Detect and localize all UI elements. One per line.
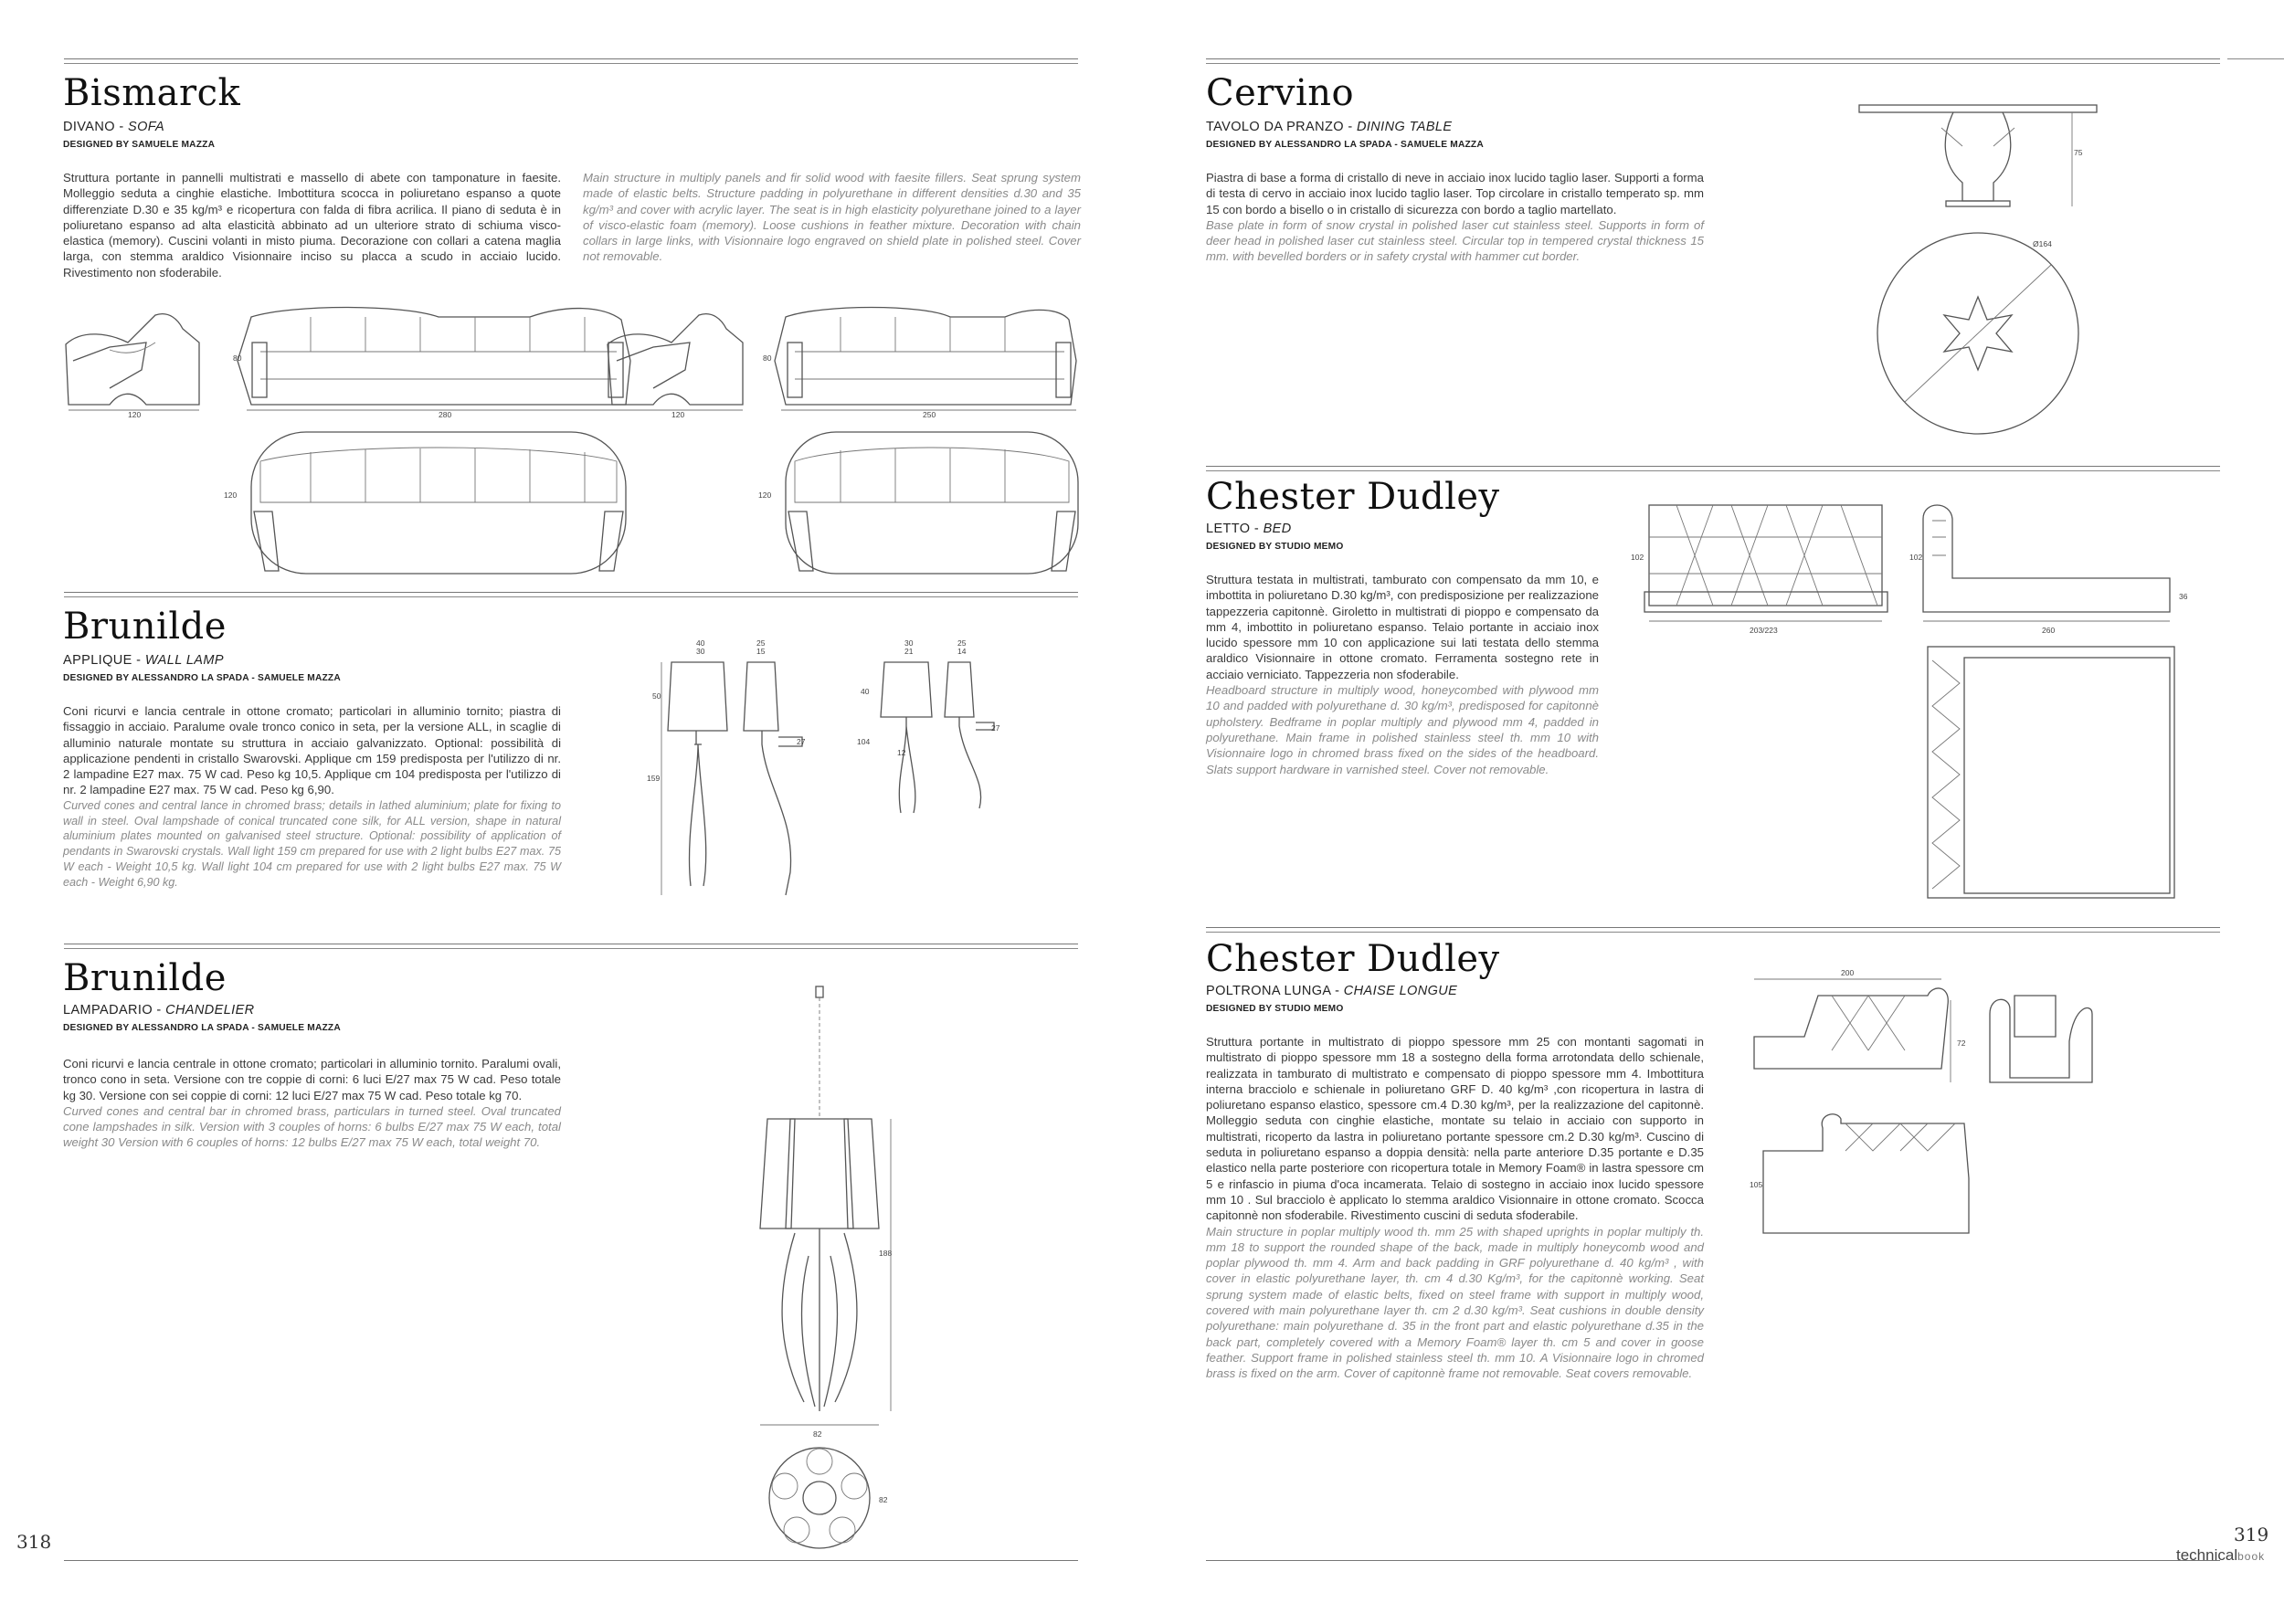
svg-text:159: 159 [647,774,661,783]
svg-text:21: 21 [904,647,914,656]
brunilde-chandelier-title: Brunilde [63,957,227,999]
svg-text:Ø164: Ø164 [2033,239,2052,248]
cervino-designer: DESIGNED BY ALESSANDRO LA SPADA - SAMUELE MAZZA [1206,140,1484,150]
svg-text:203/223: 203/223 [1750,626,1778,635]
brunilde-lamp-designer: DESIGNED BY ALESSANDRO LA SPADA - SAMUELE MAZZA [63,673,341,683]
cervino-type: TAVOLO DA PRANZO - DINING TABLE [1206,120,1453,134]
bismarck-text-it: Struttura portante in pannelli multistrati e massello di abete con tamponature in faesite. Molleggio seduta a cinghie elastiche. Imbottitura scocca in poliuretano espanso a quote differenziate D.30 e 35 kg/m³ e ricopertura con falda di fibra acrilica. Il piano di seduta è in poliuretano espanso ad alta elasticità abbinato ad un ulteriore strato di schiuma visco-elastica (memory). Cuscini volanti in misto piuma. Decorazione con collari a catena maglia larga, con stemma araldico Visionnaire inciso su placca a scudo in acciaio lucido. Rivestimento non sfoderabile. [63,171,561,279]
bismarck-designer: DESIGNED BY SAMUELE MAZZA [63,140,216,150]
sofa-front-view-b [775,308,1076,406]
svg-text:30: 30 [696,647,705,656]
bismarck-type: DIVANO - SOFA [63,120,165,134]
svg-text:102: 102 [1909,553,1923,562]
chester-bed-type: LETTO - BED [1206,522,1292,536]
chester-bed-designer: DESIGNED BY STUDIO MEMO [1206,542,1344,552]
svg-text:14: 14 [957,647,967,656]
brunilde-chandelier-type: LAMPADARIO - CHANDELIER [63,1003,255,1018]
cervino-text-it: Piastra di base a forma di cristallo di neve in acciaio inox lucido taglio laser. Supporti a forma di testa di cervo in acciaio inox lucido taglio laser. Top circolare in cristallo temperato sp. mm 15 con bordo a bisello o in cristallo di sicurezza con bordo a taglio martellato. Base plate in form of snow crystal in polished laser cut stainless steel. Supports in form of deer head in polished laser cut stainless steel. Circular top in tempered crystal thickness 15 mm. with bevelled borders or in safety crystal with hammer cut border. [1206,171,1704,264]
sofa-front-view-a [238,308,630,406]
chester-chaise-designer: DESIGNED BY STUDIO MEMO [1206,1004,1344,1014]
svg-text:30: 30 [904,638,914,648]
chester-chaise-text-en: Main structure in poplar multiply wood th. mm 25 with shaped uprights in poplar multiply th. mm 18 to support the rounded shape of the back, made in multiply honeycomb wood and poplar plywood th. mm 4. Arm and back padding in GRF polyurethane d. 40 kg/m³ , with cover in elastic polyurethane layer, th. cm 4 d.30 Kg/m³, for the capitonnè working. Seat sprung system made of elastic belts, fixed on steel frame with support in multiply wood, covered with main polyurethane layer th. cm 2 d.30 kg/m³. Seat cushions in double density polyurethane: main polyurethane d. 35 in the front part and elastic polyurethane d.35 in the back part, completely covered with a Memory Foam® layer th. cm 5 and cover in goose feather. Support frame in polished stainless steel th. mm 10. A Visionnaire logo in chromed brass is fixed on the arm. Cover of capitonnè frame not removable. Seat covers removable. [1206,1224,1704,1381]
svg-text:27: 27 [991,723,1000,733]
chester-chaise-type: POLTRONA LUNGA - CHAISE LONGUE [1206,984,1458,998]
svg-text:36: 36 [2179,592,2188,601]
brunilde-chandelier-drawing [740,982,904,1557]
svg-text:27: 27 [797,737,806,746]
svg-text:82: 82 [813,1429,822,1439]
svg-text:102: 102 [1631,553,1644,562]
chester-chaise-title: Chester Dudley [1206,938,1500,980]
chester-bed-text-it: Struttura testata in multistrati, tamburato con compensato da mm 10, e imbottita in poliuretano D.30 kg/m³, con predisposizione per realizzazione tappezzeria capitonnè. Giroletto in multistrati di pioppo e compensato da mm 4, imbottito in poliuretano espanso. Telaio portante in acciaio inox lucido spessore mm 10 con applicazione sui lati testata dello stemma araldico Visionnaire in ottone cromato. Ferramenta sostegno rete in acciaio verniciato. Tappezzeria non sfoderabile. Headboard structure in multiply wood, honeycombed with plywood mm 10 and padded with polyurethane d. 30 kg/m³, predisposed for capitonnè upholstery. Bedframe in poplar multiply and plywood mm 4, padded in polyurethane. Main frame in polished stainless steel th. mm 10 with Visionnaire logo in chromed brass fixed on the sides of the headboard. Slats support hardware in varnished steel. Cover not removable. [1206,573,1599,776]
chester-bed-drawing [1622,501,2252,902]
svg-text:200: 200 [1841,968,1855,977]
chandelier-plan-view [769,1448,870,1548]
technical-book-brand: technicalbook [2176,1546,2266,1564]
brunilde-chandelier-designer: DESIGNED BY ALESSANDRO LA SPADA - SAMUELE MAZZA [63,1023,341,1033]
sofa-side-view-a [66,314,199,405]
bismarck-dim-width-b: 250 [923,410,936,419]
chester-bed-title: Chester Dudley [1206,476,1500,518]
svg-text:50: 50 [652,691,661,701]
svg-text:104: 104 [857,737,871,746]
bismarck-dim-height-b: 80 [763,353,772,363]
brunilde-chandelier-text-it: Coni ricurvi e lancia centrale in ottone cromato; particolari in alluminio tornito. Paralumi ovali, tronco cono in seta. Versione con tre coppie di corni: 6 luci E/27 max 75 W cad. Peso totale kg 30. Versione con sei coppie di corni: 12 luci E/27 max 75 W cad. Peso totale kg 70. Curved cones and central bar in chromed brass, particulars in turned steel. Oval truncated cone lampshades in silk. Version with 3 couples of horns: 6 bulbs E/27 max 75 W each, total weight 30 Version with 6 couples of horns: 12 bulbs E/27 max 75 W each, total weight 70. [63,1057,561,1150]
svg-text:12: 12 [897,748,906,757]
brunilde-lamp-type: APPLIQUE - WALL LAMP [63,653,224,668]
svg-text:75: 75 [2074,148,2083,157]
cervino-drawing [1855,100,2110,438]
svg-text:25: 25 [957,638,967,648]
cervino-text-en: Base plate in form of snow crystal in polished laser cut stainless steel. Supports in form of deer head in polished laser cut stainless steel. Circular top in tempered crystal thickness 15 mm. with bevelled borders or in safety crystal with hammer cut border. [1206,217,1704,264]
bismarck-drawings [55,306,1087,580]
svg-text:40: 40 [861,687,870,696]
chester-chaise-drawing [1745,968,2238,1279]
sofa-plan-view-a [251,432,626,574]
svg-text:105: 105 [1750,1180,1763,1189]
bismarck-dim-height-a: 80 [233,353,242,363]
bismarck-title: Bismarck [63,72,241,114]
svg-text:40: 40 [696,638,705,648]
brunilde-lamp-title: Brunilde [63,606,227,648]
svg-text:72: 72 [1957,1039,1966,1048]
page-number-right: 319 [2234,1524,2269,1545]
bismarck-text-en: Main structure in multiply panels and fir solid wood with faesite fillers. Seat sprung system made of elastic belts. Structure padding in polyurethane in different densities d.30 and 35 kg/m³ and cover with acrylic layer. The seat is in high elasticity polyurethane joined to a layer of visco-elastic foam (memory). Loose cushions in feather mixture. Decoration with chain collars in large links, with Visionnaire logo engraved on shield plate in polished steel. Cover not removable. [583,171,1081,264]
bismarck-dim-depth-b: 120 [671,410,685,419]
bismarck-dim-width-a: 280 [439,410,452,419]
bismarck-dim-depth-a: 120 [128,410,142,419]
brunilde-lamp-text-it: Coni ricurvi e lancia centrale in ottone cromato; particolari in alluminio tornito; piastra di fissaggio in acciaio. Paralume ovale tronco conico in seta, per la versione ALL, in scaglie di alluminio naturale montate su struttura in acciaio galvanizzato. Optional: possibilità di applicazione pendenti in cristallo Swarovski. Applique cm 159 predisposta per l'utilizzo di nr. 2 lampadine E27 max. 75 W cad. Peso kg 10,5. Applique cm 104 predisposta per l'utilizzo di nr. 2 lampadine E27 max. 75 W cad. Peso kg 6,90. Curved cones and central lance in chromed brass; details in lathed aluminium; plate for fixing to wall in steel. Oval lampshade of conical truncated cone silk, for ALL version, shape in natural aluminium plates mounted on galvanised steel structure. Optional: possibility of application of pendants in Swarovski crystals. Wall light 159 cm prepared for use with 2 light bulbs E27 max. 75 W each - Weight 10,5 kg. Wall light 104 cm prepared for use with 2 light bulbs E27 max. 75 W each - Weight 6,90 kg. [63,704,561,889]
cervino-title: Cervino [1206,72,1355,114]
svg-text:188: 188 [879,1249,893,1258]
chester-chaise-text-it: Struttura portante in multistrato di pioppo spessore mm 25 con montanti sagomati in multistrato di pioppo spessore mm 18 a sostegno della forma arrotondata dello schienale, realizzata in tamburato di multistrato e compensato di pioppo spessore mm 4. Imbottitura interna bracciolo e schienale in poliuretano GRF D. 40 kg/m³ ,con ricopertura in lastra di poliuretano espanso elastico, spessore cm.4 D.30 kg/m³, per la realizzazione del capitonnè. Molleggio seduta con cinghie elastiche, montate su telaio in acciaio con supporto in multistrati, ricoperto da lastra in poliuretano portante spessore cm.2 D.30 kg/m³. Cuscino di seduta in poliuretano espanso a doppia densità: nella parte anteriore D.35 portante e D.35 elastico nella parte posteriore con ricopertura totale in Memory Foam® in lastra spessore cm 5 e rinfascio in piuma d'oca incamerata. Telaio di sostegno in acciaio inox lucido spessore mm 10 . Sul bracciolo è applicato lo stemma araldico Visionnaire in ottone cromato. Scocca capitonnè non sfoderabile. Rivestimento cuscini di seduta sfoderabile. Main structure in poplar multiply wood th. mm 25 with shaped uprights in poplar multiply th. mm 18 to support the rounded shape of the back, made in multiply honeycomb wood and poplar plywood th. mm 4. Arm and back padding in GRF polyurethane d. 40 kg/m³ , with cover in elastic polyurethane layer, th. cm 4 d.30 Kg/m³, for the capitonnè working. Seat sprung system made of elastic belts, fixed on steel frame with support in multiply wood, covered with main polyurethane layer th. cm 2 d.30 kg/m³. Seat cushions in double density polyurethane: main polyurethane d. 35 in the front part and elastic polyurethane d.35 in the back part, completely covered with a Memory Foam® layer th. cm 5 and cover in goose feather. Support frame in polished stainless steel th. mm 10. A Visionnaire logo in chromed brass is fixed on the arm. Cover of capitonnè frame not removable. Seat covers removable. [1206,1035,1704,1381]
page-number-left: 318 [16,1531,52,1553]
sofa-plan-view-b [786,432,1078,574]
brunilde-lamp-text-en: Curved cones and central lance in chromed brass; details in lathed aluminium; plate for fixing to wall in steel. Oval lampshade of conical truncated cone silk, for ALL version, shape in natural aluminium plates mounted on galvanised steel structure. Optional: possibility of application of pendants in Swarovski crystals. Wall light 159 cm prepared for use with 2 light bulbs E27 max. 75 W each - Weight 10,5 kg. Wall light 104 cm prepared for use with 2 light bulbs E27 max. 75 W each - Weight 6,90 kg. [63,798,561,889]
brunilde-chandelier-text-en: Curved cones and central bar in chromed brass, particulars in turned steel. Oval truncated cone lampshades in silk. Version with 3 couples of horns: 6 bulbs E/27 max 75 W each, total weight 30 Version with 6 couples of horns: 12 bulbs E/27 max 75 W each, total weight 70. [63,1103,561,1150]
brunilde-wall-lamp-drawing [640,635,1023,900]
bismarck-dim-plan-a: 120 [224,490,238,500]
chester-bed-text-en: Headboard structure in multiply wood, honeycombed with plywood mm 10 and padded with polyurethane d. 30 kg/m³, predisposed for capitonnè upholstery. Bedframe in poplar multiply and plywood mm 4, padded in polyurethane. Main frame in polished stainless steel th. mm 10 with Visionnaire logo in chromed brass fixed on the sides of the headboard. Slats support hardware in varnished steel. Cover not removable. [1206,683,1599,776]
bismarck-dim-plan-b: 120 [758,490,772,500]
svg-text:260: 260 [2042,626,2056,635]
svg-text:15: 15 [756,647,766,656]
svg-text:82: 82 [879,1495,888,1504]
svg-text:25: 25 [756,638,766,648]
